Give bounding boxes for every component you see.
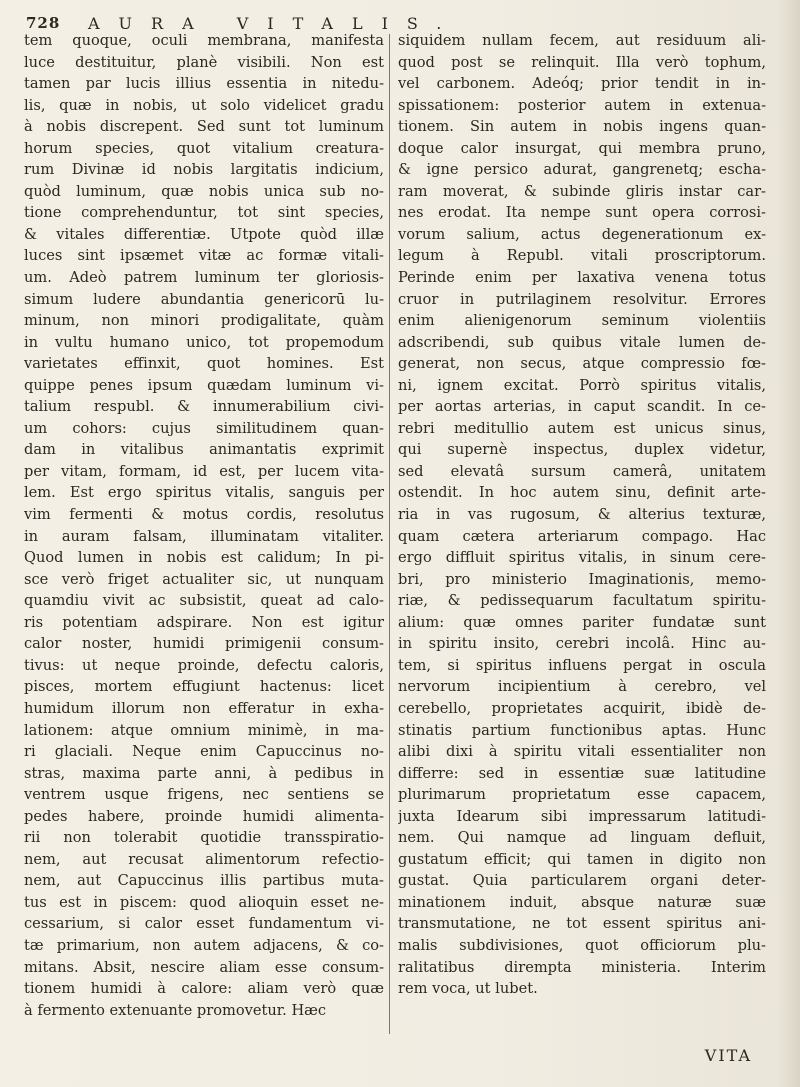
- text-line: nem, aut recusat alimentorum refectio-: [24, 850, 384, 868]
- text-line: adscribendi, sub quibus vitale lumen de-: [398, 333, 766, 351]
- text-line: vim fermenti & motus cordis, resolutus: [24, 506, 384, 524]
- text-line: & vitales differentiæ. Utpote quòd illæ: [24, 225, 384, 243]
- text-line: rem voca, ut lubet.: [398, 980, 538, 998]
- text-line: lationem: atque omnium minimè, in ma-: [24, 721, 384, 739]
- text-line: rii non tolerabit quotidie transspiratio-: [24, 829, 384, 847]
- text-line: pedes habere, proinde humidi alimenta-: [24, 807, 384, 825]
- text-line: nem, aut Capuccinus illis partibus muta-: [24, 872, 384, 890]
- page-number: 728: [26, 14, 61, 32]
- text-line: juxta Idearum sibi impressarum latitudi-: [398, 807, 766, 825]
- text-line: à nobis discrepent. Sed sunt tot luminum: [24, 118, 384, 136]
- text-line: quamdiu vivit ac subsistit, queat ad calo-: [24, 592, 384, 610]
- text-line: in spiritu insito, cerebri incolâ. Hinc au-: [398, 635, 766, 653]
- text-line: nervorum incipientium à cerebro, vel: [398, 678, 766, 696]
- text-line: ni, ignem excitat. Porrò spiritus vitalis,: [398, 376, 766, 394]
- text-line: per aortas arterias, in caput scandit. In ce-: [398, 398, 766, 416]
- text-line: varietates effinxit, quot homines. Est: [24, 355, 384, 373]
- text-line: nes erodat. Ita nempe sunt opera corrosi-: [398, 204, 766, 222]
- text-line: alibi dixi à spiritu vitali essentialiter non: [398, 743, 766, 761]
- text-line: qui supernè inspectus, duplex videtur,: [398, 441, 766, 459]
- text-line: plurimarum proprietatum esse capacem,: [398, 786, 766, 804]
- text-line: cerebello, proprietates acquirit, ibidè de-: [398, 699, 766, 717]
- left-column: [24, 30, 384, 1021]
- text-line: luce destituitur, planè visibili. Non est: [24, 53, 384, 71]
- text-line: ostendit. In hoc autem sinu, definit arte-: [398, 484, 766, 502]
- text-line: tem quoque, oculi membrana, manifesta: [24, 32, 384, 49]
- text-line: malis subdivisiones, quot officiorum plu-: [398, 936, 766, 954]
- text-line: lis, quæ in nobis, ut solo videlicet gradu: [24, 96, 384, 114]
- text-line: generat, non secus, atque compressio fœ-: [398, 355, 766, 373]
- text-line: legum à Republ. vitali proscriptorum.: [398, 247, 766, 265]
- text-line: sce verò friget actualiter sic, ut nunquam: [24, 570, 384, 588]
- text-line: quam cætera arteriarum compago. Hac: [398, 527, 766, 545]
- text-line: rebri meditullio autem est unicus sinus,: [398, 419, 766, 437]
- text-line: quippe penes ipsum quædam luminum vi-: [24, 376, 384, 394]
- text-line: riæ, & pedissequarum facultatum spiritu-: [398, 592, 766, 610]
- text-line: stinatis partium functionibus aptas. Hunc: [398, 721, 766, 739]
- text-line: bri, pro ministerio Imaginationis, memo-: [398, 570, 766, 588]
- text-line: cruor in putrilaginem resolvitur. Errores: [398, 290, 766, 308]
- text-line: & igne persico adurat, gangrenetq; escha-: [398, 161, 766, 179]
- text-line: minum, non minori prodigalitate, quàm: [24, 312, 384, 330]
- text-line: tione comprehenduntur, tot sint species,: [24, 204, 384, 222]
- text-line: horum species, quot vitalium creatura-: [24, 139, 384, 157]
- text-line: vel carbonem. Adeóq; prior tendit in in-: [398, 75, 766, 93]
- text-line: pisces, mortem effugiunt hactenus: licet: [24, 678, 384, 696]
- text-line: tionem. Sin autem in nobis ingens quan-: [398, 118, 766, 136]
- text-line: simum ludere abundantia genericorū lu-: [24, 290, 384, 308]
- text-line: cessarium, si calor esset fundamentum vi-: [24, 915, 384, 933]
- text-line: in vultu humano unico, tot propemodum: [24, 333, 384, 351]
- text-line: gustatum efficit; qui tamen in digito non: [398, 850, 766, 868]
- text-line: nem. Qui namque ad linguam defluit,: [398, 829, 766, 847]
- text-line: tus est in piscem: quod alioquin esset ne-: [24, 893, 384, 911]
- text-line: à fermento extenuante promovetur. Hæc: [24, 1001, 327, 1019]
- text-line: tem, si spiritus influens pergat in oscula: [398, 656, 766, 674]
- text-line: differre: sed in essentiæ suæ latitudine: [398, 764, 766, 782]
- text-line: ram moverat, & subinde gliris instar car-: [398, 182, 766, 200]
- text-line: calor noster, humidi primigenii consum-: [24, 635, 384, 653]
- text-line: tionem humidi à calore: aliam verò quæ: [24, 980, 384, 998]
- text-line: ris potentiam adspirare. Non est igitur: [24, 613, 384, 631]
- text-line: Quod lumen in nobis est calidum; In pi-: [24, 549, 384, 567]
- running-title: AURA VITALIS.: [88, 14, 461, 33]
- text-line: siquidem nullam fecem, aut residuum ali-: [398, 32, 766, 49]
- text-line: talium respubl. & innumerabilium civi-: [24, 398, 384, 416]
- text-line: per vitam, formam, id est, per lucem vita-: [24, 462, 384, 480]
- text-line: dam in vitalibus animantatis exprimit: [24, 441, 384, 459]
- text-line: ri glaciali. Neque enim Capuccinus no-: [24, 743, 384, 761]
- text-line: rum Divinæ id nobis largitatis indicium,: [24, 161, 384, 179]
- text-line: um cohors: cujus similitudinem quan-: [24, 419, 384, 437]
- text-line: ergo diffluit spiritus vitalis, in sinum cere-: [398, 549, 766, 567]
- text-line: ventrem usque frigens, nec sentiens se: [24, 786, 384, 804]
- text-line: enim alienigenorum seminum violentiis: [398, 312, 766, 330]
- text-line: gustat. Quia particularem organi deter-: [398, 872, 766, 890]
- text-line: luces sint ipsæmet vitæ ac formæ vitali-: [24, 247, 384, 265]
- text-line: minationem induit, absque naturæ suæ: [398, 893, 766, 911]
- right-column: [398, 30, 766, 1000]
- text-line: spissationem: posterior autem in extenua-: [398, 96, 766, 114]
- catchword: VITA: [704, 1046, 752, 1065]
- text-line: humidum illorum non efferatur in exha-: [24, 699, 384, 717]
- text-line: tivus: ut neque proinde, defectu caloris,: [24, 656, 384, 674]
- text-line: sed elevatâ sursum camerâ, unitatem: [398, 462, 766, 480]
- text-line: ria in vas rugosum, & alterius texturæ,: [398, 506, 766, 524]
- column-divider: [389, 34, 390, 1034]
- text-line: Perinde enim per laxativa venena totus: [398, 269, 766, 287]
- page-edge-shadow: [778, 0, 800, 1087]
- text-line: mitans. Absit, nescire aliam esse consum-: [24, 958, 384, 976]
- text-line: quòd luminum, quæ nobis unica sub no-: [24, 182, 384, 200]
- text-line: tæ primarium, non autem adjacens, & co-: [24, 936, 384, 954]
- text-line: tamen par lucis illius essentia in nitedu-: [24, 75, 384, 93]
- text-line: doque calor insurgat, qui membra pruno,: [398, 139, 766, 157]
- text-line: ralitatibus dirempta ministeria. Interim: [398, 958, 766, 976]
- text-line: in auram falsam, illuminatam vitaliter.: [24, 527, 384, 545]
- text-line: transmutatione, ne tot essent spiritus ani-: [398, 915, 766, 933]
- text-line: um. Adeò patrem luminum ter gloriosis-: [24, 269, 384, 287]
- text-line: stras, maxima parte anni, à pedibus in: [24, 764, 384, 782]
- text-line: quod post se relinquit. Illa verò tophum,: [398, 53, 766, 71]
- text-line: lem. Est ergo spiritus vitalis, sanguis per: [24, 484, 384, 502]
- text-line: vorum salium, actus degenerationum ex-: [398, 225, 766, 243]
- text-line: alium: quæ omnes pariter fundatæ sunt: [398, 613, 766, 631]
